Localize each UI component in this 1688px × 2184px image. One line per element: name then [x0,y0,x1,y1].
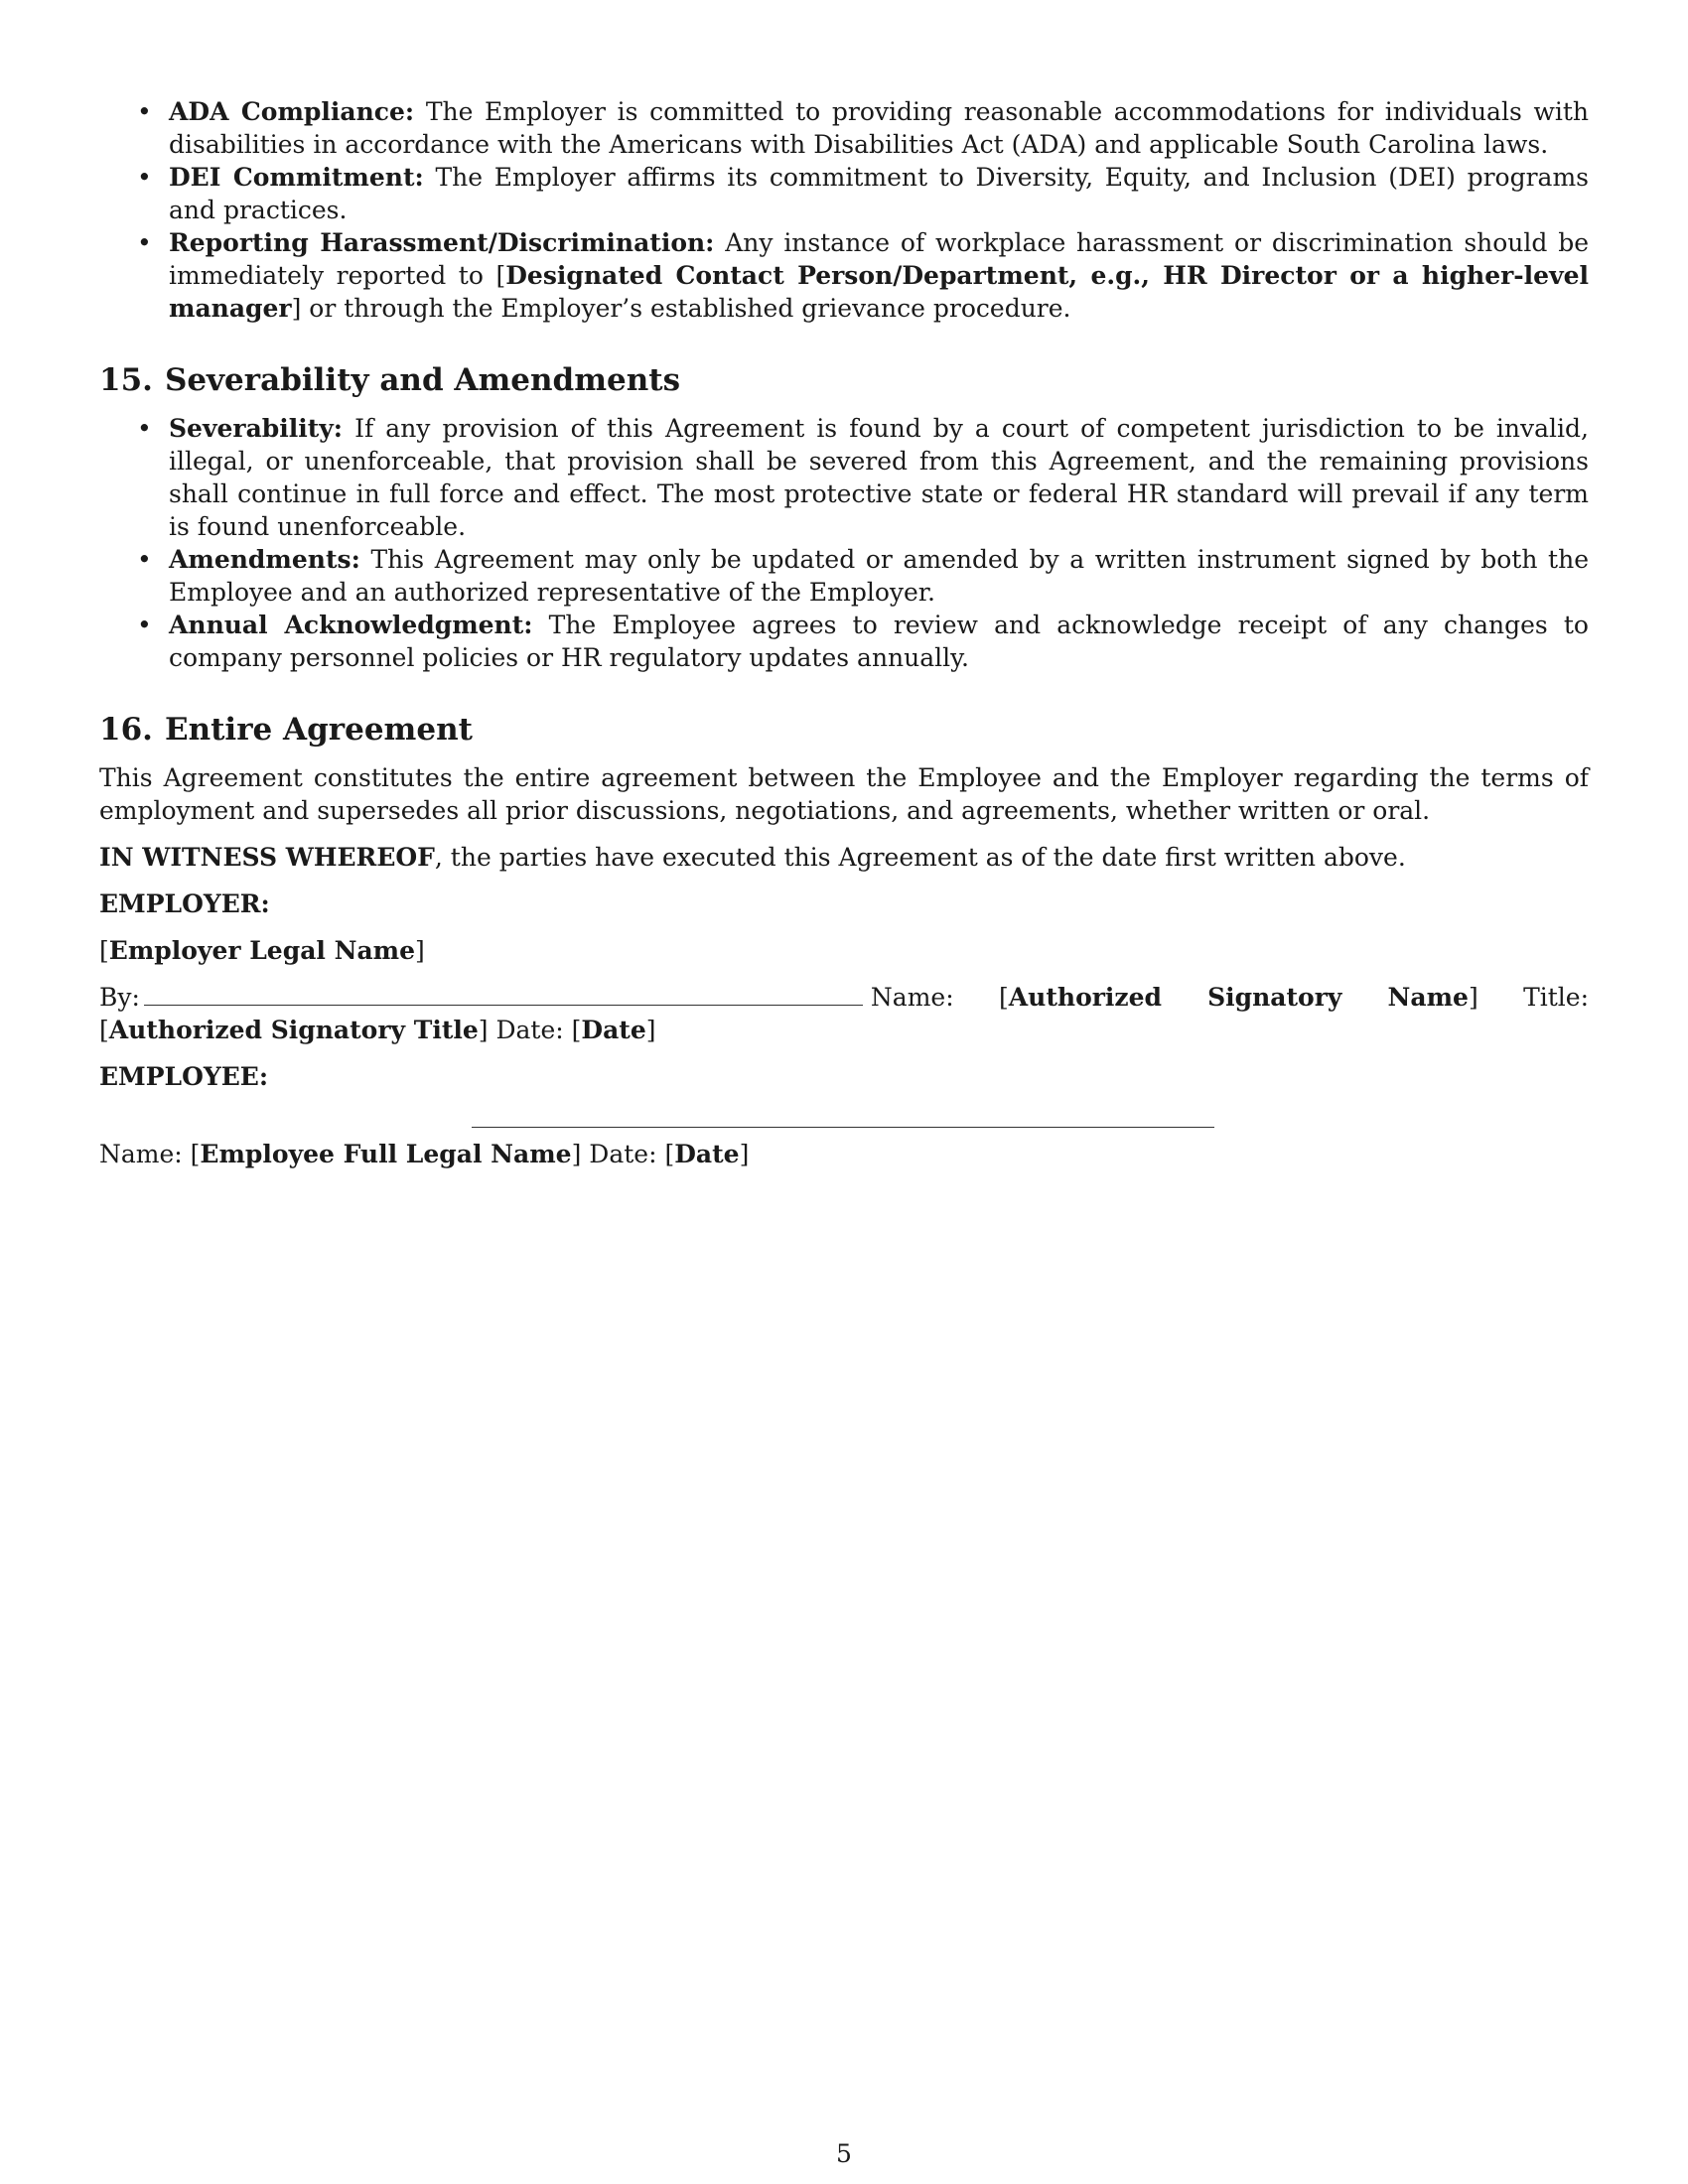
employer-legal-name: [Employer Legal Name] [99,936,425,965]
date-label: Date: [495,1016,564,1044]
contact-placeholder: Designated Contact Person/Department, e.g., HR Director or a higher-level manager [169,261,1590,323]
item-label: Amendments: [169,545,360,574]
item-text: ] or through the Employer’s established grievance procedure. [291,294,1071,323]
signatory-title-placeholder: Authorized Signatory Title [108,1016,479,1044]
section-15-list [99,412,1589,674]
item-text: The Employee agrees to review and acknowledge receipt of any changes to company personnel policies or HR regulatory updates annually. [169,611,1589,672]
name-label: Name: [99,1140,183,1168]
employer-signature-block: By: Name: [Authorized Signatory Name] Title: [Authorized Signatory Title] Date: [Date] [99,983,1590,1044]
item-label: ADA Compliance: [169,97,415,126]
item-label: Severability: [169,414,344,443]
bullet: • [137,545,152,574]
bullet: • [137,414,152,443]
employee-name-placeholder: Employee Full Legal Name [200,1140,572,1168]
section-number: 15. [99,362,153,398]
section-16-heading [99,710,1589,750]
employer-legal-name-placeholder: Employer Legal Name [108,936,416,965]
employee-date-placeholder: Date [674,1140,740,1168]
employer-signature-line[interactable] [144,987,863,1006]
bullet: • [137,228,152,257]
employer-heading: EMPLOYER: [99,889,270,918]
item-label: Annual Acknowledgment: [169,611,533,639]
list-item-dei [99,161,1589,226]
item-label: DEI Commitment: [169,163,424,192]
employee-signature-block: Name: [Employee Full Legal Name] Date: [Date] [99,1140,750,1168]
bullet: • [137,163,152,192]
employer-date-placeholder: Date [581,1016,646,1044]
item-text: This Agreement may only be updated or amended by a written instrument signed by both the Employee and an authorized representative of the Employer. [169,545,1590,607]
section-title: Severability and Amendments [164,362,681,398]
employee-heading: EMPLOYEE: [99,1062,269,1091]
list-item-ada [99,95,1589,161]
section-number: 16. [99,712,153,748]
witness-lead: IN WITNESS WHEREOF [99,843,435,872]
by-label: By: [99,983,140,1012]
list-item-annual-acknowledgment [99,609,1589,674]
page-number: 5 [836,2139,852,2168]
item-text: If any provision of this Agreement is found by a court of competent jurisdiction to be invalid, illegal, or unenforceable, that provision shall be severed from this Agreement, and the remaining provisions shall continue in full force and effect. The most protective state or federal HR standard will prevail if any term is found unenforceable. [169,414,1590,541]
document-page [99,95,1589,1184]
list-item-severability [99,412,1589,543]
section-15-heading [99,360,1589,400]
list-item-amendments [99,543,1589,609]
item-text: The Employer is committed to providing reasonable accommodations for individuals with disabilities in accordance with the Americans with Disabilities Act (ADA) and applicable South Carolina laws. [169,97,1589,159]
bullet: • [137,97,152,126]
witness-text: , the parties have executed this Agreement as of the date first written above. [434,843,1406,872]
item-text: Any instance of workplace harassment or discrimination should be immediately reported to [ [169,228,1589,290]
date-label: Date: [589,1140,657,1168]
witness-paragraph [99,841,1589,874]
title-label: Title: [1523,983,1590,1012]
section-14-list [99,95,1589,325]
entire-agreement-paragraph: This Agreement constitutes the entire agreement between the Employee and the Employer regarding the terms of employment and supersedes all prior discussions, negotiations, and agreements, whether written or oral. [99,763,1589,825]
name-label: Name: [870,983,954,1012]
list-item-reporting [99,226,1589,325]
item-label: Reporting Harassment/Discrimination: [169,228,715,257]
signatory-name-placeholder: Authorized Signatory Name [1008,983,1469,1012]
employee-signature-line[interactable] [472,1117,1214,1128]
item-text: The Employer affirms its commitment to Diversity, Equity, and Inclusion (DEI) programs and practices. [169,163,1589,224]
bullet: • [137,611,152,639]
section-title: Entire Agreement [164,712,473,748]
